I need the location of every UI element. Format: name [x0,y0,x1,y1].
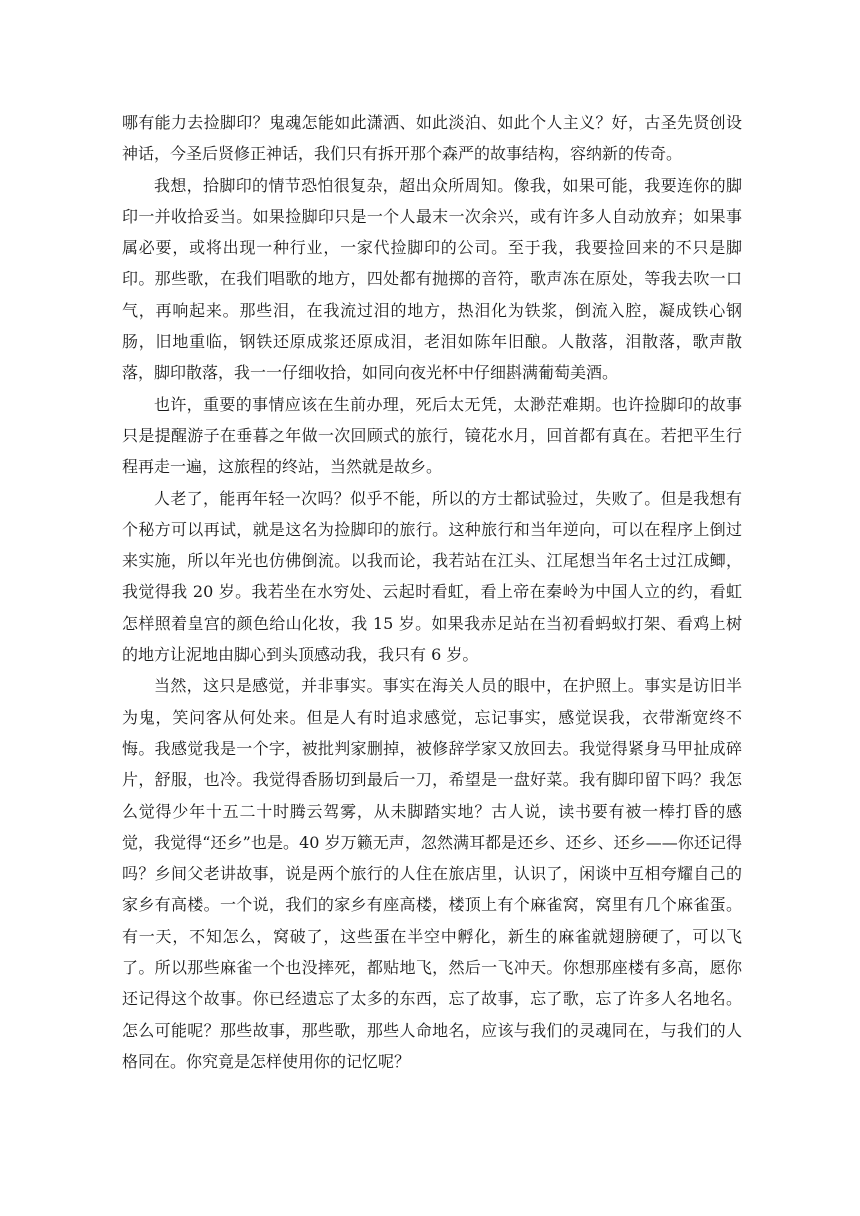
paragraph-young-again: 人老了，能再年轻一次吗？似乎不能，所以的方士都试验过，失败了。但是我想有个秘方可以再试，就是这名为捡脚印的旅行。这种旅行和当年逆向，可以在程序上倒过来实施，所以年光也仿佛倒流。以我而论，我若站在江头、江尾想当年名士过江成鲫，我觉得我 20 岁。我若坐在水穷处、云起时看虹，看上帝在秦岭为中国人立的约，看虹怎样照着皇宫的颜色给山化妆，我 15 岁。如果我赤足站在当初看蚂蚁打架、看鸡上树的地方让泥地由脚心到头顶感动我，我只有 6 岁。 [122,488,742,665]
paragraph-journey-home: 也许，重要的事情应该在生前办理，死后太无凭，太渺茫难期。也许捡脚印的故事只是提醒游子在垂暮之年做一次回顾式的旅行，镜花水月，回首都有真在。若把平生行程再走一遍，这旅程的终站，当然就是故乡。 [122,394,742,477]
document-page [122,107,742,1077]
paragraph-continuation: 哪有能力去捡脚印？鬼魂怎能如此潇洒、如此淡泊、如此个人主义？好，古圣先贤创设神话，今圣后贤修正神话，我们只有拆开那个森严的故事结构，容纳新的传奇。 [122,113,742,164]
paragraph-picking-footprints: 我想，拾脚印的情节恐怕很复杂，超出众所周知。像我，如果可能，我要连你的脚印一并收拾妥当。如果捡脚印只是一个人最末一次余兴，或有许多人自动放弃；如果事属必要，或将出现一种行业，一家代捡脚印的公司。至于我，我要捡回来的不只是脚印。那些歌，在我们唱歌的地方，四处都有抛掷的音符，歌声冻在原处，等我去吹一口气，再响起来。那些泪，在我流过泪的地方，热泪化为铁浆，倒流入腔，凝成铁心钢肠，旧地重临，钢铁还原成浆还原成泪，老泪如陈年旧酿。人散落，泪散落，歌声散落，脚印散落，我一一仔细收拾，如同向夜光杯中仔细斟满葡萄美酒。 [122,175,742,383]
paragraph-feeling-not-fact: 当然，这只是感觉，并非事实。事实在海关人员的眼中，在护照上。事实是访旧半为鬼，笑问客从何处来。但是人有时追求感觉，忘记事实，感觉误我，衣带渐宽终不悔。我感觉我是一个字，被批判家删掉，被修辞学家又放回去。我觉得紧身马甲扯成碎片，舒服，也冷。我觉得香肠切到最后一刀，希望是一盘好菜。我有脚印留下吗？我怎么觉得少年十五二十时腾云驾雾，从未脚踏实地？古人说，读书要有被一棒打昏的感觉，我觉得“还乡”也是。40 岁万籁无声，忽然满耳都是还乡、还乡、还乡——你还记得吗？乡间父老讲故事，说是两个旅行的人住在旅店里，认识了，闲谈中互相夸耀自己的家乡有高楼。一个说，我们的家乡有座高楼，楼顶上有个麻雀窝，窝里有几个麻雀蛋。有一天，不知怎么，窝破了，这些蛋在半空中孵化，新生的麻雀就翅膀硬了，可以飞了。所以那些麻雀一个也没摔死，都贴地飞，然后一飞冲天。你想那座楼有多高，愿你还记得这个故事。你已经遗忘了太多的东西，忘了故事，忘了歌，忘了许多人名地名。怎么可能呢？那些故事，那些歌，那些人命地名，应该与我们的灵魂同在，与我们的人格同在。你究竟是怎样使用你的记忆呢？ [122,676,742,1071]
